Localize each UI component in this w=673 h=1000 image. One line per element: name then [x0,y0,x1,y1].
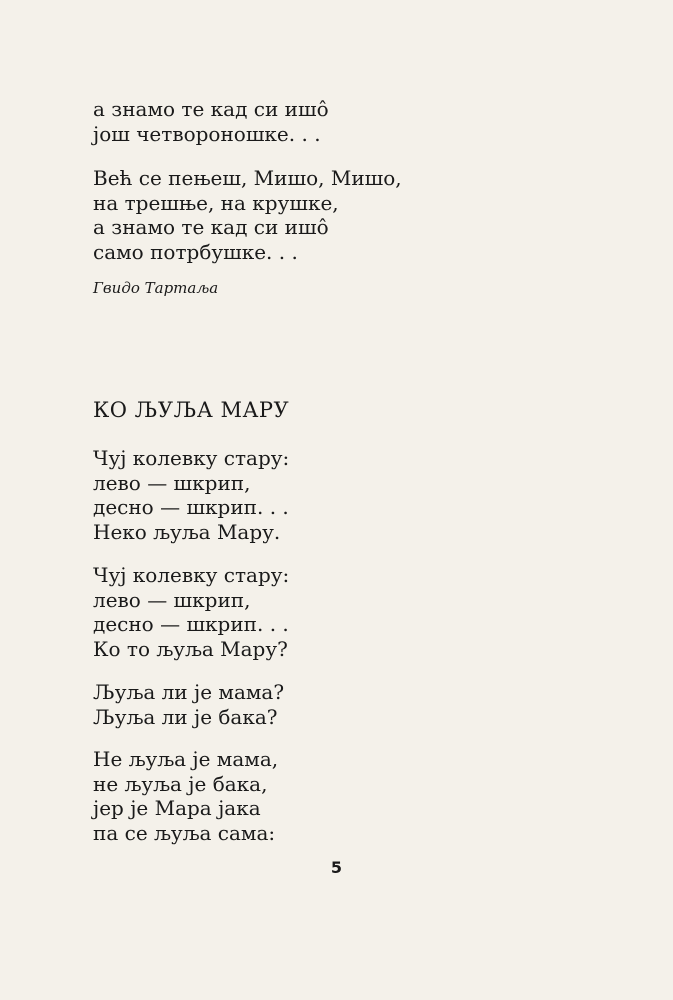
verse-line: на трешње, на крушке, [93,190,339,215]
verse-line: лево — шкрип, [93,470,251,495]
poem2-title: КО ЉУЉА МАРУ [93,398,290,422]
verse-line: Већ се пењеш, Мишо, Мишо, [93,166,402,190]
poem1-stanza-1 [93,97,329,146]
verse-line: десно — шкрип. . . [93,495,289,519]
page-number: 5 [330,858,343,877]
poem2-stanza-1 [93,446,289,544]
poem2-stanza-4 [93,747,278,845]
verse-line: Ко то љуља Мару? [93,636,288,661]
verse-line: а знамо те кад си ишô [93,215,329,239]
verse-line: још четвороношке. . . [93,121,321,146]
verse-line: Љуља ли је мама? [93,680,285,704]
poem2-stanza-2 [93,563,289,661]
verse-line: Не љуља је мама, [93,747,279,771]
verse-line: не љуља је бака, [93,771,268,796]
verse-line: а знамо те кад си ишô [93,97,329,121]
verse-line: Неко љуља Мару. [93,519,281,544]
verse-line: Чуј колевку стару: [93,446,290,470]
poem1-author: Гвидо Тартаља [93,279,219,297]
poem2-stanza-3 [93,680,284,729]
verse-line: јер је Мара јака [93,796,261,820]
verse-line: лево — шкрип, [93,587,251,612]
verse-line: Чуј колевку стару: [93,563,290,587]
verse-line: Љуља ли је бака? [93,704,278,729]
poem1-stanza-2 [93,166,402,264]
verse-line: само потрбушке. . . [93,239,298,264]
verse-line: па се љуља сама: [93,820,276,845]
verse-line: десно — шкрип. . . [93,612,289,636]
